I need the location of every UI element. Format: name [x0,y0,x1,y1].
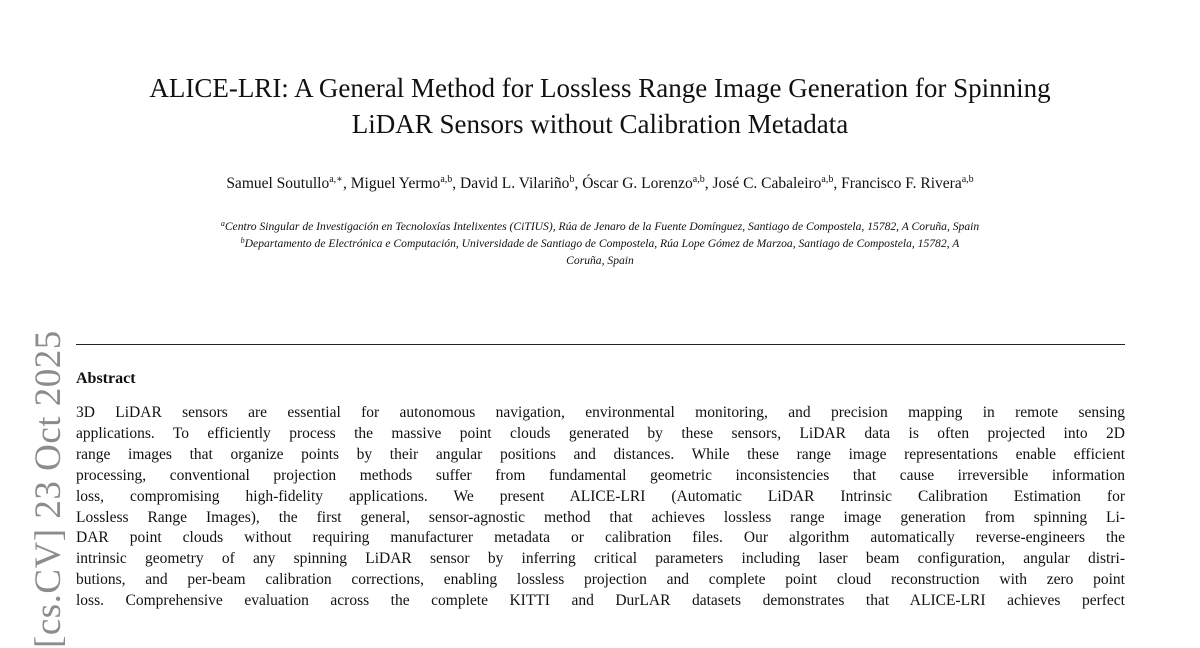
paper-title-line-1: ALICE-LRI: A General Method for Lossless Range Image Generation for Spinning [149,73,1051,103]
abstract-line: intrinsic geometry of any spinning LiDAR sensor by inferring critical parameters including laser beam configuration, angular distri- [76,550,1125,568]
abstract-line: applications. To efficiently process the massive point clouds generated by these sensors, LiDAR data is often projected into 2D [76,424,1125,442]
author-affiliation-mark: a,b [440,174,453,185]
author-name: Francisco F. Rivera [841,175,962,192]
abstract-line: processing, conventional projection methods suffer from fundamental geometric inconsistencies that cause irreversible information [76,466,1125,484]
abstract-line: 3D LiDAR sensors are essential for autonomous navigation, environmental monitoring, and precision mapping in remote sensing [76,404,1125,421]
arxiv-side-stamp: [cs.CV] 23 Oct 2025 [28,330,69,648]
affiliation-mark: a [220,219,225,228]
affiliation-block [60,218,1140,269]
author-affiliation-mark: a,b [961,174,974,185]
affiliation-text: Coruña, Spain [566,254,634,267]
paper-title-line-2: LiDAR Sensors without Calibration Metadata [351,109,849,139]
affiliation-a [60,218,1140,235]
abstract-heading: Abstract [76,370,136,387]
abstract-line: Lossless Range Images), the first general, sensor-agnostic method that achieves lossless range image generation from spinning Li- [76,508,1125,526]
author-name: David L. Vilariño [460,175,570,192]
author-affiliation-mark: b [569,174,575,185]
author-name: José C. Cabaleiro [712,175,822,192]
abstract-line: range images that organize points by their angular positions and distances. While these range image representations enable efficient [76,445,1125,463]
author-affiliation-mark: a,∗ [329,174,343,185]
abstract-body [76,403,1125,612]
affiliation-b [60,235,1140,252]
author-name: Samuel Soutullo [226,175,330,192]
abstract-line: DAR point clouds without requiring manufacturer metadata or calibration files. Our algorithm automatically reverse-engineers the [76,529,1125,547]
author-name: Óscar G. Lorenzo [582,175,693,192]
affiliation-text: Departamento de Electrónica e Computación, Universidade de Santiago de Compostela, Rúa Lope Gómez de Marzoa, Santiago de Compostela, 15782, A [244,237,960,250]
abstract-line: butions, and per-beam calibration corrections, enabling lossless projection and complete point cloud reconstruction with zero point [76,571,1125,589]
affiliation-text: Centro Singular de Investigación en Tecnoloxías Intelixentes (CiTIUS), Rúa de Jenaro de la Fuente Domínguez, Santiago de Compostela, 15782, A Coruña, Spain [224,220,980,233]
author-name: Miguel Yermo [350,175,441,192]
section-divider [76,344,1125,345]
author-affiliation-mark: a,b [821,174,834,185]
paper-title [80,70,1120,142]
abstract-line: loss, compromising high-fidelity applications. We present ALICE-LRI (Automatic LiDAR Intrinsic Calibration Estimation for [76,487,1125,505]
affiliation-mark: b [240,236,245,245]
author-affiliation-mark: a,b [692,174,705,185]
abstract-line: loss. Comprehensive evaluation across the complete KITTI and DurLAR datasets demonstrates that ALICE-LRI achieves perfect [76,592,1125,610]
affiliation-b-continued [60,252,1140,269]
author-list: Samuel Soutullo$^{a,∗}$, Miguel Yermo$^{a,b}$, David L. Vilariño$^b$, Óscar G. Lorenzo$^{a,b}$, José C. Cabaleiro$^{a,b}$, Francisco F. Rivera$^{a,b}$ [226,174,974,192]
